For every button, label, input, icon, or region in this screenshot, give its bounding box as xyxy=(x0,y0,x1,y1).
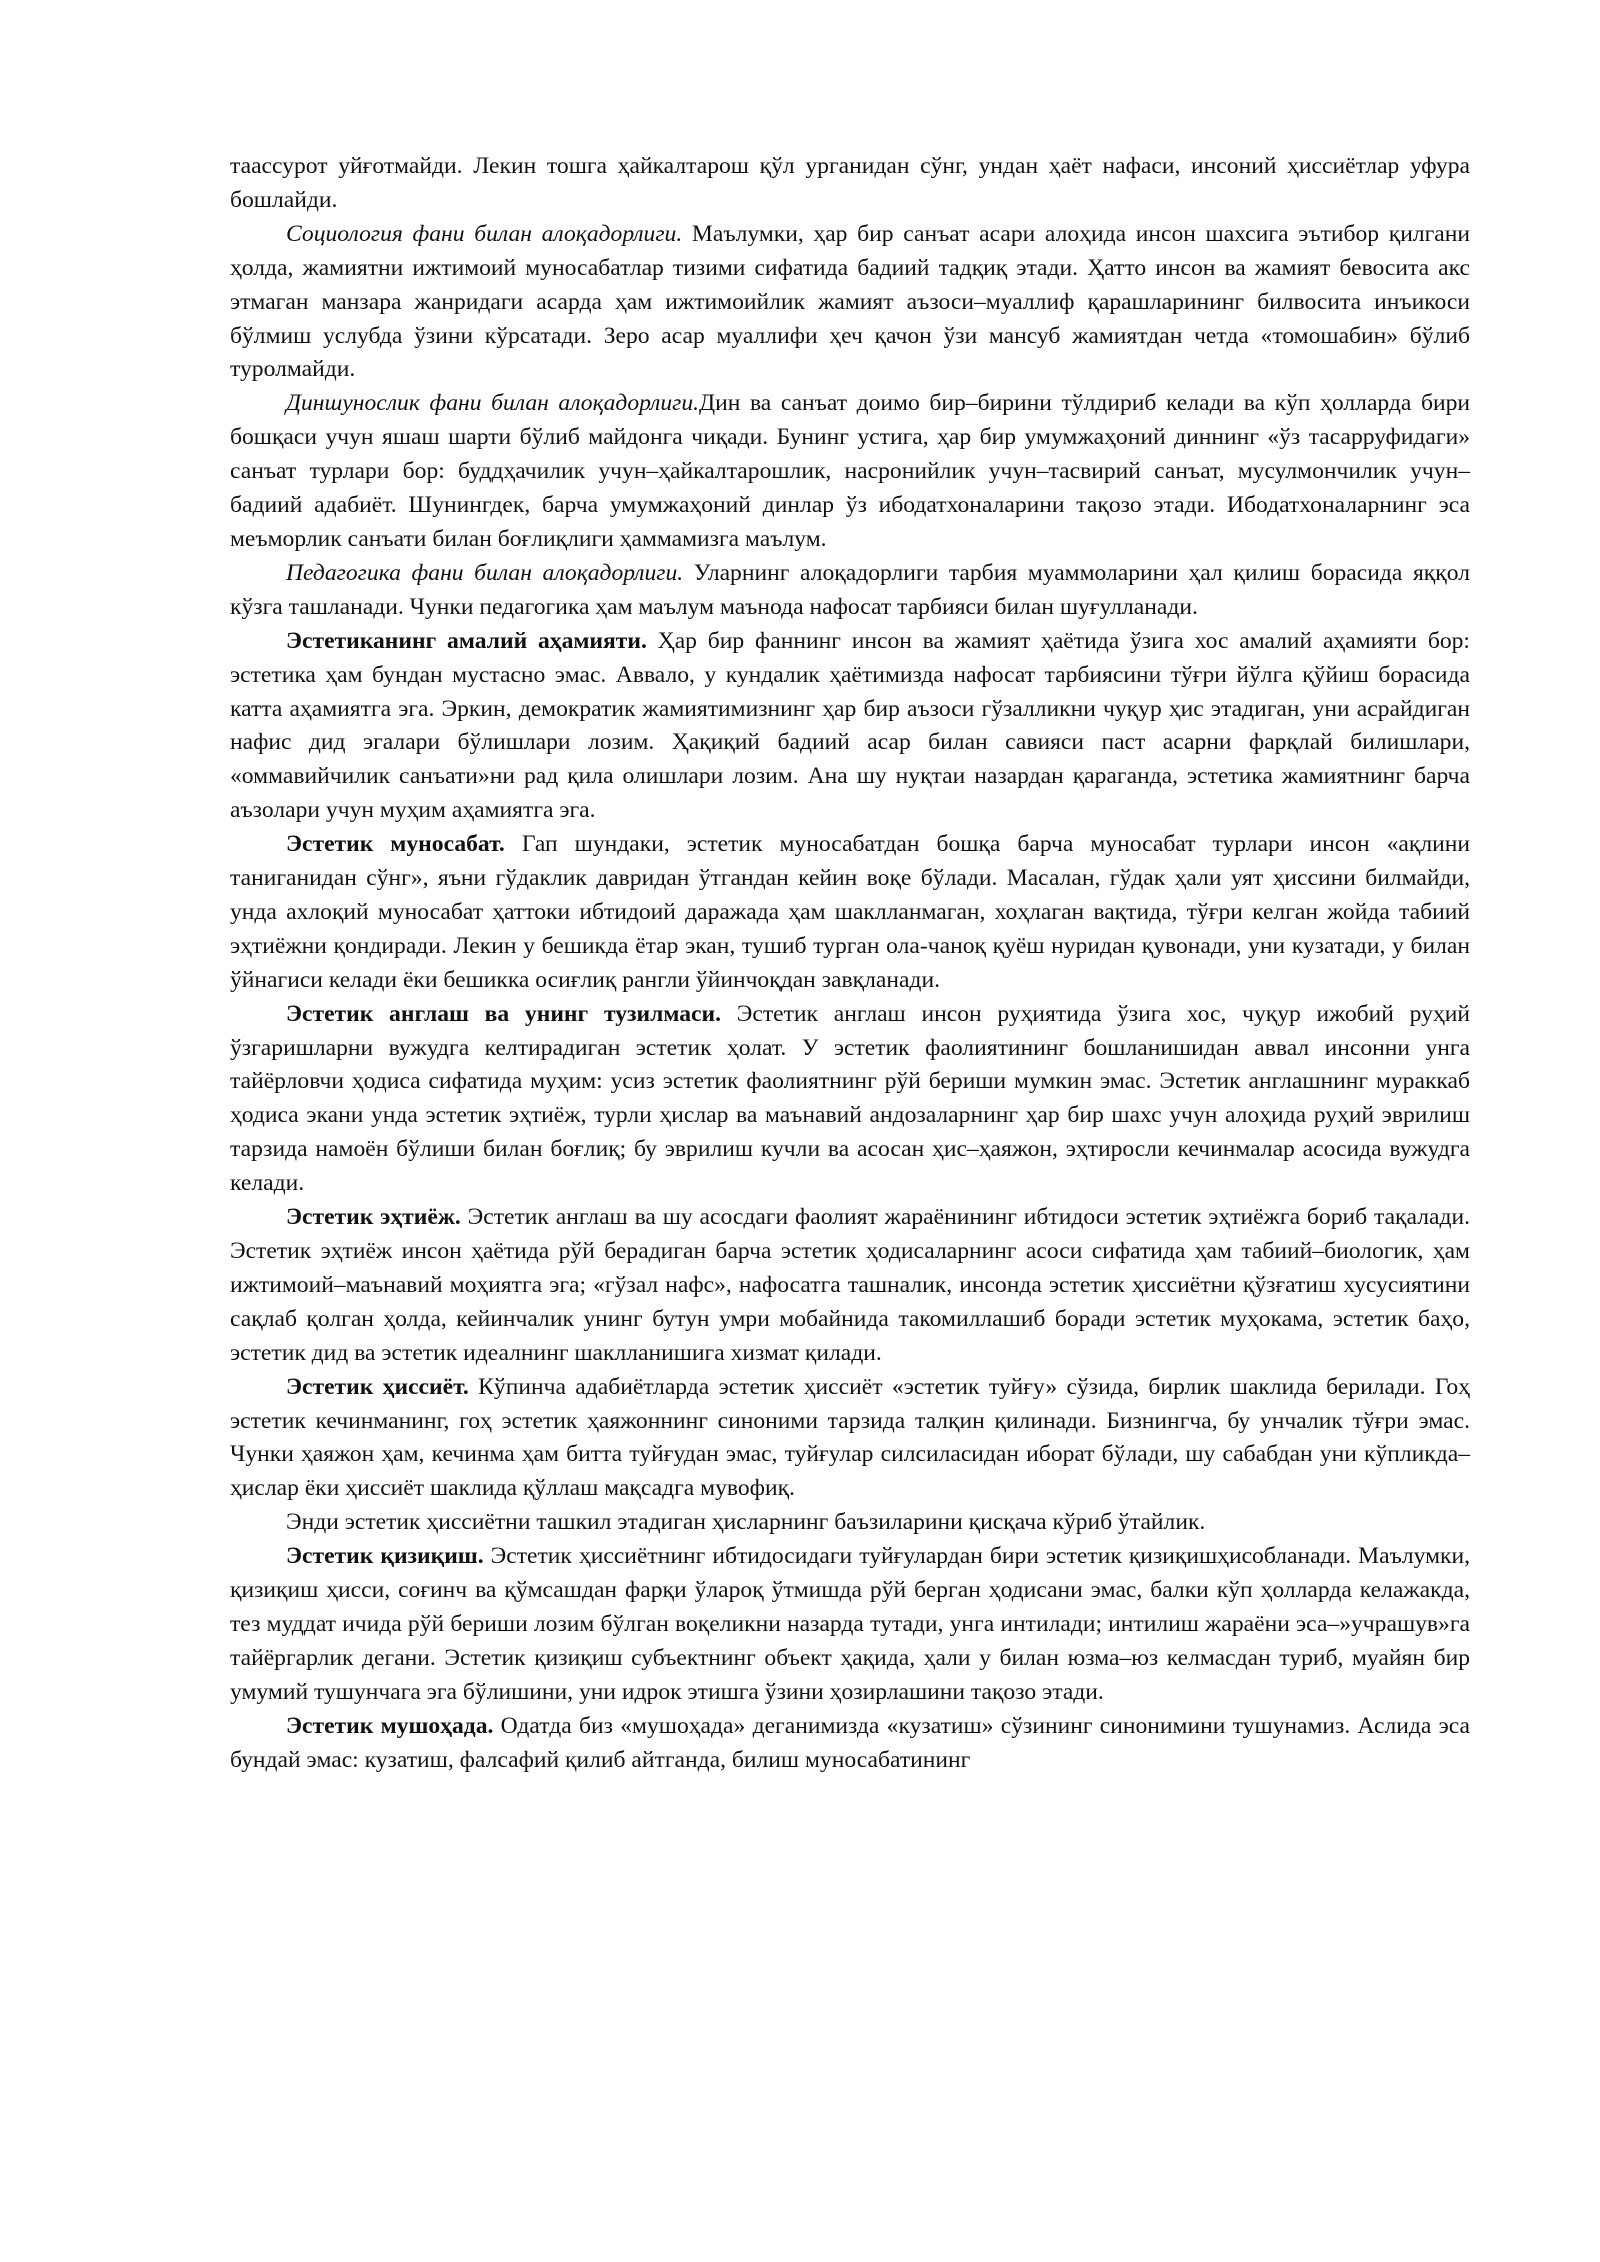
paragraph-heading: Эстетик ҳиссиёт. xyxy=(286,1373,469,1400)
paragraph-aesthetic-perception xyxy=(230,998,1470,1201)
paragraph-transition xyxy=(230,1506,1470,1540)
paragraph-text: Ҳар бир фаннинг инсон ва жамият ҳаётида ўзига хос амалий аҳамияти бор: эстетика ҳам бундан мустасно эмас. Аввало, у кундалик ҳаётимизда нафосат тарбиясини тўғри йўлга қўйиш борасида катта аҳамиятга эга. Эркин, демократик жамиятимизнинг ҳар бир аъзоси гўзалликни чуқур ҳис этадиган, уни асрайдиган нафис дид эгалари бўлишлари лозим. Ҳақиқий бадиий асар билан савияси паст асарни фарқлай билишлари, «оммавийчилик санъати»ни рад қила олишлари лозим. Ана шу нуқтаи назардан қараганда, эстетика жамиятнинг барча аъзолари учун муҳим аҳамиятга эга. xyxy=(230,627,1470,824)
paragraph-heading: Эстетик эҳтиёж. xyxy=(286,1204,461,1231)
paragraph-heading: Эстетик муносабат. xyxy=(286,831,505,858)
paragraph-aesthetic-need xyxy=(230,1201,1470,1371)
paragraph-aesthetic-interest xyxy=(230,1540,1470,1710)
paragraph-heading: Эстетик мушоҳада. xyxy=(286,1712,494,1739)
paragraph-text: Эстетик англаш ва шу асосдаги фаолият жараёнининг ибтидоси эстетик эҳтиёжга бориб тақалади. Эстетик эҳтиёж инсон ҳаётида рўй берадиган барча эстетик ҳодисаларнинг асоси сифатида ҳам табиий–биологик, ҳам ижтимоий–маънавий моҳиятга эга; «гўзал нафс», нафосатга ташналик, инсонда эстетик ҳиссиётни қўзғатиш хусусиятини сақлаб қолган ҳолда, кейинчалик унинг бутун умри мобайнида такомиллашиб боради эстетик муҳокама, эстетик баҳо, эстетик дид ва эстетик идеалнинг шаклланишига хизмат қилади. xyxy=(230,1204,1470,1366)
paragraph-heading: Диншунослик фани билан алоқадорлиги. xyxy=(286,390,700,417)
paragraph-religion xyxy=(230,387,1470,557)
paragraph-text: Одатда биз «мушоҳада» деганимизда «кузатиш» сўзининг синонимини тушунамиз. Аслида эса бундай эмас: кузатиш, фалсафий қилиб айтганда, билиш муносабатининг xyxy=(230,1712,1470,1773)
paragraph-text: Энди эстетик ҳиссиётни ташкил этадиган ҳисларнинг баъзиларини қисқача кўриб ўтайлик. xyxy=(286,1509,1206,1536)
paragraph-heading: Социология фани билан алоқадорлиги. xyxy=(286,220,683,247)
paragraph-text: Гап шундаки, эстетик муносабатдан бошқа барча муносабат турлари инсон «ақлини таниганидан сўнг», яъни гўдаклик давридан ўтгандан кейин воқе бўлади. Масалан, гўдак ҳали уят ҳиссини билмайди, унда ахлоқий муносабат ҳаттоки ибтидоий даражада ҳам шаклланмаган, хоҳлаган вақтида, тўғри келган жойда табиий эҳтиёжни қондиради. Лекин у бешикда ётар экан, тушиб турган ола-чаноқ қуёш нуридан қувонади, уни кузатади, у билан ўйнагиси келади ёки бешикка осиғлиқ рангли ўйинчоқдан завқланади. xyxy=(230,831,1470,993)
paragraph-heading: Эстетиканинг амалий аҳамияти. xyxy=(286,627,647,654)
paragraph-heading: Эстетик англаш ва унинг тузилмаси. xyxy=(286,1000,722,1027)
paragraph-text: Маълумки, ҳар бир санъат асари алоҳида инсон шахсига эътибор қилгани ҳолда, жамиятни ижтимоий муносабатлар тизими сифатида бадиий тадқиқ этади. Ҳатто инсон ва жамият бевосита акс этмаган манзара жанридаги асарда ҳам ижтимоийлик жамият аъзоси–муаллиф қарашларининг билвосита инъикоси бўлмиш услубда ўзини кўрсатади. Зеро асар муаллифи ҳеч қачон ўзи мансуб жамиятдан четда «томошабин» бўлиб туролмайди. xyxy=(230,220,1470,383)
document-page xyxy=(230,150,1470,1778)
paragraph-text: Кўпинча адабиётларда эстетик ҳиссиёт «эстетик туйғу» сўзида, бирлик шаклида берилади. Гоҳ эстетик кечинманинг, гоҳ эстетик ҳаяжоннинг синоними тарзида талқин қилинади. Бизнингча, бу унчалик тўғри эмас. Чунки ҳаяжон ҳам, кечинма ҳам битта туйғудан эмас, туйғулар силсиласидан иборат бўлади, шу сабабдан уни кўпликда–ҳислар ёки ҳиссиёт шаклида қўллаш мақсадга мувофиқ. xyxy=(230,1373,1470,1502)
paragraph-continuation xyxy=(230,150,1470,218)
paragraph-practical-importance xyxy=(230,625,1470,828)
paragraph-text: таассурот уйғотмайди. Лекин тошга ҳайкалтарош қўл урганидан сўнг, ундан ҳаёт нафаси, инсоний ҳиссиётлар уфура бошлайди. xyxy=(230,153,1470,213)
paragraph-aesthetic-relation xyxy=(230,828,1470,998)
paragraph-sociology xyxy=(230,218,1470,388)
paragraph-pedagogy xyxy=(230,557,1470,625)
paragraph-aesthetic-feeling xyxy=(230,1371,1470,1507)
paragraph-text: Дин ва санъат доимо бир–бирини тўлдириб келади ва кўп ҳолларда бири бошқаси учун яшаш шарти бўлиб майдонга чиқади. Бунинг устига, ҳар бир умумжаҳоний диннинг «ўз тасарруфидаги» санъат турлари бор: буддҳачилик учун–ҳайкалтарошлик, насронийлик учун–тасвирий санъат, мусулмончилик учун–бадиий адабиёт. Шунингдек, барча умумжаҳоний динлар ўз ибодатхоналарини тақозо этади. Ибодатхоналарнинг эса меъморлик санъати билан боғлиқлиги ҳаммамизга маълум. xyxy=(230,390,1471,552)
paragraph-heading: Педагогика фани билан алоқадорлиги. xyxy=(286,559,684,586)
paragraph-text: Эстетик англаш инсон руҳиятида ўзига хос, чуқур ижобий руҳий ўзгаришларни вужудга келтирадиган эстетик ҳолат. У эстетик фаолиятининг бошланишидан аввал инсонни унга тайёрловчи ҳодиса сифатида муҳим: усиз эстетик фаолиятнинг рўй бериши мумкин эмас. Эстетик англашнинг мураккаб ҳодиса экани унда эстетик эҳтиёж, турли ҳислар ва маънавий андозаларнинг ҳар бир шахс учун алоҳида руҳий эврилиш тарзида намоён бўлиши билан боғлиқ; бу эврилиш кучли ва асосан ҳис–ҳаяжон, эҳтиросли кечинмалар асосида вужудга келади. xyxy=(230,1000,1471,1197)
paragraph-aesthetic-observation xyxy=(230,1710,1470,1778)
paragraph-text: Уларнинг алоқадорлиги тарбия муаммоларини ҳал қилиш борасида яққол кўзга ташланади. Чунки педагогика ҳам маълум маънода нафосат тарбияси билан шуғулланади. xyxy=(230,559,1470,620)
paragraph-heading: Эстетик қизиқиш. xyxy=(286,1543,484,1570)
paragraph-text: Эстетик ҳиссиётнинг ибтидосидаги туйғулардан бири эстетик қизиқишҳисобланади. Маълумки, қизиқиш ҳисси, соғинч ва қўмсашдан фарқи ўлароқ ўтмишда рўй берган ҳодисани эмас, балки кўп ҳолларда келажакда, тез муддат ичида рўй бериши лозим бўлган воқеликни назарда тутади, унга интилади; интилиш жараёни эса–»учрашув»га тайёргарлик дегани. Эстетик қизиқиш субъектнинг объект ҳақида, ҳали у билан юзма–юз келмасдан туриб, муайян бир умумий тушунчага эга бўлишини, уни идрок этишга ўзини ҳозирлашини тақозо этади. xyxy=(230,1543,1470,1705)
